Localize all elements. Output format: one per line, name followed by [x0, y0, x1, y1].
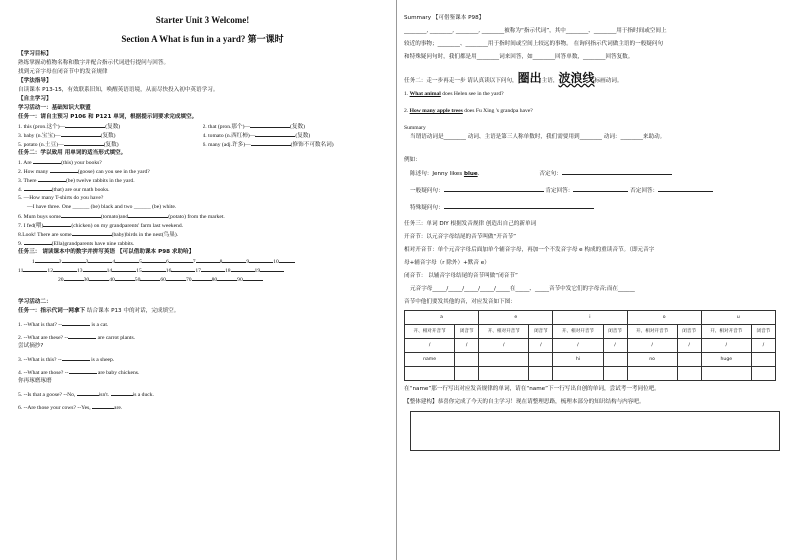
answer-blank[interactable]	[83, 266, 107, 272]
activity-2-heading: 学习活动二：	[18, 299, 52, 305]
answer-blank[interactable]	[38, 176, 66, 182]
task-1b-heading: 任务一：指示代词一网拿下 结合课本 P13 中的对话，完成填空。	[18, 308, 180, 314]
task2-line-5b: —I have three. One ______ (be) black and two ______ (be) white.	[27, 204, 177, 210]
structure-box[interactable]	[410, 411, 780, 451]
summary-line-b: 较近的事物；________、________用于指时间或空间上较远的事物。 在询问指示代词做主语的一般疑问句	[404, 41, 664, 47]
answer-blank[interactable]	[562, 169, 672, 175]
task2-line-4: 4. (that) are our math books.	[18, 187, 110, 193]
answer-blank[interactable]	[24, 239, 52, 245]
answer-blank[interactable]	[89, 275, 109, 281]
answer-blank[interactable]	[140, 275, 160, 281]
task1-item-5: 5. potato (n.土豆)—	[18, 142, 64, 148]
task2-line-7: 7. I fed(喂) (chicken) on my grandparents' farm last weekend.	[18, 223, 184, 229]
summary-line-c: 和特殊疑问句时，我们都是用________词来回答，如________回答单数，________回答复数。	[404, 54, 634, 60]
task2-line-5: 5. —How many T-shirts do you have?	[18, 195, 104, 201]
summary-2-line: 当谓语动词是________ 动词、主语是第三人称单数时，我们需要用到________ 动词：________来助动。	[410, 134, 666, 140]
answer-blank[interactable]	[222, 257, 246, 263]
numbers-row-3: 20 30 40 50 60 70 80 90	[18, 275, 387, 284]
answer-blank[interactable]	[24, 185, 52, 191]
example-heading: 例如：	[404, 157, 421, 163]
closed-syllable-line: 闭音节： 以辅音字母结尾的音节叫做“闭音节”	[404, 273, 518, 279]
closed-line-3: 音节中他们要发其他的音，对应发音如下图：	[404, 299, 516, 305]
answer-blank[interactable]	[62, 320, 90, 326]
example-row-1: 陈述句：Jenny likes blue. 否定句：	[404, 169, 780, 178]
question-2: 2. How many apple trees does Fu Xing 's grandpa have?	[404, 108, 533, 114]
answer-blank[interactable]	[50, 167, 78, 173]
task-3-heading-right: 任务三：单词 DIY 根据发音规律 创造出自己的新单词	[404, 221, 537, 227]
example-row-3: 特殊疑问句：	[404, 203, 780, 212]
answer-blank[interactable]	[231, 266, 255, 272]
vowel-header-row	[405, 311, 776, 325]
vowel-o: o	[627, 311, 701, 325]
answer-blank[interactable]	[444, 203, 594, 209]
answer-blank[interactable]	[68, 333, 96, 339]
task2-line-6: 6. Mum buys some (tomato)and (potato) from the market.	[18, 214, 225, 220]
answer-blank[interactable]	[115, 257, 139, 263]
numbers-row-2: 11 12 13 14 15 16 17 18 19	[18, 266, 387, 275]
answer-blank[interactable]	[128, 212, 168, 218]
answer-blank[interactable]	[658, 186, 713, 192]
goal-line-1: 熟练掌握动植物名称和数字并配合指示代词进行提问与回答。	[18, 60, 170, 66]
task1-item-3: 3. baby (n.宝宝)—	[18, 133, 61, 139]
task2-line-9: 9. (Ella)grandparents have nine rabbits.	[18, 241, 135, 247]
syllable-type-row: 开、相对开音节 闭音节 开、相对开音节 闭音节 开、相对开音节 闭音节 开、相对开音节 闭音节 开、相对开音节 闭音节	[405, 325, 776, 339]
answer-blank[interactable]	[249, 257, 273, 263]
dialog-4: 4. --What are those? -- are baby chickens.	[18, 370, 140, 376]
task-1-heading: 任务一：请自主预习 P106 和 P121 单词，根据提示词要求完成填空。	[18, 114, 198, 120]
task-3-heading: 任务三： 请读课本中的数字并拼写英语 【可以借助课本 P98 求助哈】	[18, 249, 195, 255]
answer-blank[interactable]	[61, 212, 101, 218]
guide-line: 自读课本 P13-15，有效联系旧知，唤醒英语语境，从而尽快投入初中英语学习。	[18, 87, 219, 93]
vowel-i: i	[553, 311, 627, 325]
dialog-6: 6. --Are those your cows? --Yes, are.	[18, 405, 123, 411]
answer-blank[interactable]	[35, 257, 59, 263]
answer-blank[interactable]	[65, 122, 105, 128]
relative-open-line-a: 相对开音节：单个元音字母后面加单个辅音字母，再加一个不发音字母 e 构成的重读音节。（即元音字	[404, 247, 655, 253]
answer-blank[interactable]	[250, 122, 290, 128]
task1-row-3: 5. potato (n.土豆)— (复数) 6. many (adj.许多)— (修饰不可数名词)	[18, 142, 334, 148]
answer-blank[interactable]	[169, 257, 193, 263]
dialog-1: 1. --What is that? -- is a cat.	[18, 322, 109, 328]
answer-blank[interactable]	[196, 257, 220, 263]
unit-title: Starter Unit 3 Welcome!	[155, 15, 250, 25]
vowel-e: e	[479, 311, 553, 325]
dialog-5: 5. --Is that a goose? --No, isn't. is a duck.	[18, 392, 154, 398]
task1-row-1: 1. this (pron.这个)— (复数) 2. that (pron.那个)— (复数)	[18, 124, 305, 130]
answer-blank[interactable]	[92, 403, 114, 409]
summary-line-a: ________, ________, ________, ________被称为“指示代词”，其中________、________用于指时间或空间上	[404, 28, 667, 34]
answer-blank[interactable]	[255, 131, 295, 137]
example-row-2: 一般疑问句： 肯定回答： 否定回答：	[404, 186, 780, 195]
task2-line-8: 8.Look! There are some (baby)birds in the nest(鸟巢).	[18, 232, 179, 238]
answer-blank[interactable]	[88, 257, 112, 263]
answer-blank[interactable]	[33, 158, 61, 164]
answer-blank[interactable]	[192, 275, 212, 281]
try-summary: 尝试摘抄?	[18, 343, 44, 349]
goal-line-2: 找到元音字母在闭音节中的发音规律	[18, 69, 108, 75]
find-rule: 你再琢磨琢磨	[18, 378, 52, 384]
answer-blank[interactable]	[69, 368, 97, 374]
summary-2-heading: Summary	[404, 125, 426, 131]
task2-line-1: 1. Are (this) your books?	[18, 160, 102, 166]
answer-blank[interactable]	[53, 266, 77, 272]
answer-blank[interactable]	[260, 266, 284, 272]
question-1: 1. What animal does Helen see in the yard?	[404, 91, 504, 97]
answer-blank[interactable]	[243, 275, 263, 281]
answer-blank[interactable]	[251, 140, 291, 146]
task2-line-3: 3. There (be) twelve rabbits in the yard.	[18, 178, 135, 184]
closed-line-2: 元音字母_____/_____/_____/_____/_____在_____、_____音节中发它们的字母音;而在______	[410, 286, 635, 292]
section-title: Section A What is fun in a yard? 第一课时	[121, 34, 284, 44]
answer-blank[interactable]	[64, 275, 84, 281]
phonetic-row: / / / / / / / / / /	[405, 339, 776, 353]
answer-blank[interactable]	[217, 275, 237, 281]
answer-blank[interactable]	[77, 390, 99, 396]
task-2-heading-right: 任务二：走一步再走一步 请认真读以下问句，圈出主语，波浪线标画动词。	[404, 71, 623, 85]
answer-blank[interactable]	[573, 186, 628, 192]
vowel-a: a	[405, 311, 479, 325]
answer-blank[interactable]	[112, 266, 136, 272]
diy-word-row	[405, 367, 776, 381]
answer-blank[interactable]	[201, 266, 225, 272]
answer-blank[interactable]	[279, 257, 295, 263]
answer-blank[interactable]	[171, 266, 195, 272]
relative-open-line-b: 母+辅音字母（r 除外）+默音 e）	[404, 260, 490, 266]
answer-blank[interactable]	[64, 140, 104, 146]
dialog-2: 2. --What are these? -- are carrot plants.	[18, 335, 136, 341]
answer-blank[interactable]	[62, 257, 86, 263]
task1-row-2: 3. baby (n.宝宝)— (复数) 4. tomato (n.西红柿)— (复数)	[18, 133, 311, 139]
task1-item-6: 6. many (adj.许多)—	[202, 142, 251, 148]
guide-heading: 【学法指导】	[18, 78, 52, 84]
table-note: 在“name”那一行写出对应发音规律的单词，请在“name”下一行写出自创的单词，尝试考一考同位吧。	[404, 386, 660, 392]
answer-blank[interactable]	[111, 390, 133, 396]
answer-blank[interactable]	[43, 221, 71, 227]
task2-line-2: 2. How many (goose) can you see in the yard?	[18, 169, 150, 175]
task1-item-2: 2. that (pron.那个)—	[202, 124, 251, 130]
answer-blank[interactable]	[115, 275, 135, 281]
task-2-heading: 任务二：学以致用 用单词的适当形式填空。	[18, 150, 127, 156]
vowel-u: u	[701, 311, 775, 325]
right-page	[397, 0, 794, 560]
answer-blank[interactable]	[444, 186, 544, 192]
task1-item-4: 4. tomato (n.西红柿)—	[202, 133, 256, 139]
numbers-row-1: 1 2 3 4 5 6 7 8 9 10	[18, 257, 387, 266]
answer-blank[interactable]	[61, 131, 101, 137]
vowel-table	[404, 310, 776, 381]
structure-heading: 【整体建构】恭喜你完成了今天的自主学习！现在请整理思路，梳理本部分的知识结构与内容吧。	[404, 399, 645, 405]
summary-heading: Summary 【可借鉴课本 P98】	[404, 15, 485, 21]
dialog-3: 3. --What is this? -- is a sheep.	[18, 357, 115, 363]
activity-1-heading: 学习活动一：基础知识大联盟	[18, 105, 91, 111]
learn-goal-heading: 【学习目标】	[18, 51, 52, 57]
answer-blank[interactable]	[166, 275, 186, 281]
self-study-heading: 【自主学习】	[18, 96, 52, 102]
example-word-row: name hi no huge	[405, 353, 776, 367]
open-syllable-line: 开音节：以元音字母结尾的音节叫做“开音节”	[404, 234, 517, 240]
task1-item-1: 1. this (pron.这个)—	[18, 124, 66, 130]
answer-blank[interactable]	[142, 266, 166, 272]
answer-blank[interactable]	[142, 257, 166, 263]
answer-blank[interactable]	[62, 355, 90, 361]
answer-blank[interactable]	[72, 230, 112, 236]
answer-blank[interactable]	[23, 266, 47, 272]
